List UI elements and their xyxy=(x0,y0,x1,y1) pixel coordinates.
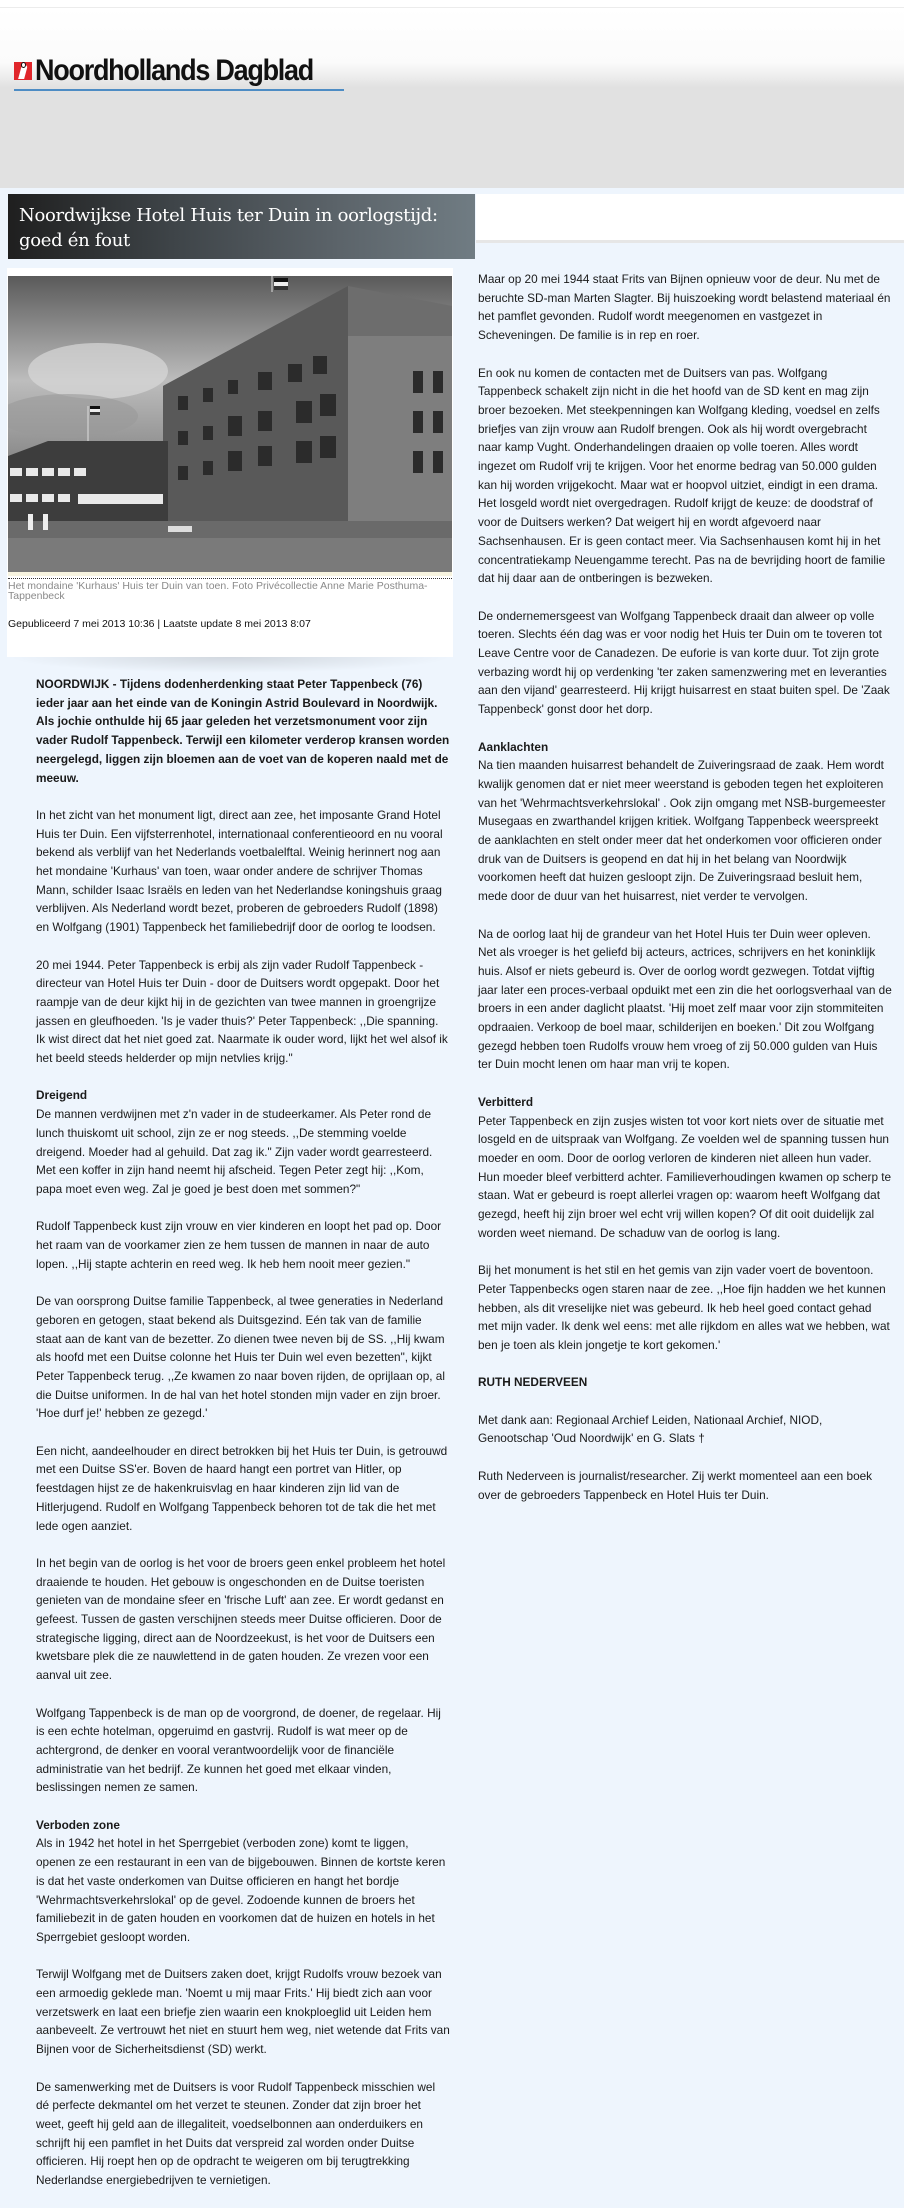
article-title: Noordwijkse Hotel Huis ter Duin in oorlogstijd: goed én fout xyxy=(19,205,438,251)
paragraph-text: Als in 1942 het hotel in het Sperrgebiet (verboden zone) komt te liggen, openen ze een restaurant in een van de bijgebouwen. Binnen de kortste keren is dat het vaste onderkomen van Duitse officieren en hangt het bordje 'Wehrmachtsverkehrslokal' op de gevel. Zodoende kunnen de broers het familiebezit in de gaten houden en voorkomen dat de huizen en hotels in het Sperrgebiet gesloopt worden. xyxy=(36,1836,446,1944)
paragraph-text: En ook nu komen de contacten met de Duitsers van pas. Wolfgang Tappenbeck schakelt zijn nicht in die het hoofd van de SD kent en mag zijn broer bezoeken. Met steekpenningen kan Wolfgang kleding, voedsel en zelfs briefjes van zijn vrouw aan Rudolf brengen. Ook als hij wordt overgebracht naar kamp Vught. Onderhandelingen draaien op volle toeren. Alles wordt ingezet om Rudolf vrij te krijgen. Voor het enorme bedrag van 50.000 gulden kan hij worden vrijgekocht. Maar wat er hoopvol uitziet, eindigt in een drama. Het losgeld wordt niet overgedragen. Rudolf krijgt de keuze: de doodstraf of voor de Duitsers werken? Dat weigert hij en wordt afgevoerd naar Sachsenhausen. Er is geen contact meer. Via Sachsenhausen komt hij in het concentratiekamp Neuengamme terecht. Pas na de bevrijding hoort de familie dat hij daar aan de ontberingen is bezweken. xyxy=(478,365,886,586)
section-heading: Dreigend xyxy=(36,1088,88,1103)
title-bar-extension xyxy=(476,194,904,243)
article-title-block xyxy=(8,194,475,259)
article-paragraph xyxy=(478,364,892,588)
article-paragraph xyxy=(478,738,892,906)
paragraph-text: Na tien maanden huisarrest behandelt de Zuiveringsraad de zaak. Hem wordt kwalijk genomen dat er niet meer weerstand is geboden tegen het exploiteren van het 'Wehrmachtsverkehrslokal' . Ook zijn omgang met NSB-burgemeester Musegaas en zwarthandel krijgen kritiek. Wolfgang Tappenbeck weerspreekt de aanklachten en stelt onder meer dat het onderkomen voor officieren onder druk van de Duitsers is geopend en dat hij in het belang van Noordwijk voorkomen heeft dat huizen gesloopt zijn. De Zuiveringsraad besluit hem, mede door de duur van het huisarrest, niet verder te vervolgen. xyxy=(478,758,886,904)
card-shadow xyxy=(7,657,453,673)
paragraph-text: Rudolf Tappenbeck kust zijn vrouw en vier kinderen en loopt het pad op. Door het raam van de voorkamer zien ze hem tussen de mannen in naar de auto lopen. ,,Hij stapte achterin en reed weg. Ik heb hem nooit meer gezien." xyxy=(36,1219,442,1271)
article-paragraph xyxy=(36,1217,450,1273)
logo-mark-icon xyxy=(14,62,32,80)
article-paragraph xyxy=(36,1086,450,1198)
paragraph-text: De van oorsprong Duitse familie Tappenbeck, al twee generaties in Nederland geboren en getogen, staat bekend als Duitsgezind. Eén tak van de familie staat aan de kant van de bezetter. Zo dienen twee neven bij de SS. ,,Hij kwam als hoofd met een Duitse colonne het Huis ter Duin wel even bezetten", kijkt Peter Tappenbeck terug. ,,Ze kwamen zo naar boven rijden, de oprijlaan op, al die Duitse uniformen. In de hal van het hotel stonden mijn vader en zijn broer. 'Hoe durf je!' hebben ze gezegd.' xyxy=(36,1294,445,1421)
article-paragraph xyxy=(36,956,450,1068)
article-paragraph xyxy=(36,1704,450,1798)
top-bar xyxy=(0,0,904,8)
paragraph-text: Maar op 20 mei 1944 staat Frits van Bijnen opnieuw voor de deur. Nu met de beruchte SD-man Marten Slagter. Bij huiszoeking wordt belastend materiaal én het pamflet gevonden. Rudolf wordt meegenomen en vastgezet in Scheveningen. De familie is in rep en roer. xyxy=(478,272,891,343)
article-body-left xyxy=(36,675,450,2208)
section-heading: Aanklachten xyxy=(478,739,549,754)
publication-date: Gepubliceerd 7 mei 2013 10:36 | Laatste update 8 mei 2013 8:07 xyxy=(8,618,311,630)
article-paragraph xyxy=(36,2078,450,2190)
article-paragraph xyxy=(478,1093,892,1243)
article-lead: NOORDWIJK - Tijdens dodenherdenking staat Peter Tappenbeck (76) ieder jaar aan het einde van de Koningin Astrid Boulevard in Noordwijk. Als jochie onthulde hij 65 jaar geleden het verzetsmonument voor zijn vader Rudolf Tappenbeck. Terwijl een kilometer verderop kransen worden neergelegd, liggen zijn bloemen aan de voet van de koperen naald met de meeuw. xyxy=(36,677,450,785)
paragraph-text: Na de oorlog laat hij de grandeur van het Hotel Huis ter Duin weer opleven. Net als vroeger is het geliefd bij acteurs, actrices, schrijvers en het koninklijk huis. Alsof er niets gebeurd is. Over de oorlog wordt gezwegen. Totdat vijftig jaar later een proces-verbaal opduikt met een zin die het oorlogsverhaal van de broers in een ander daglicht plaatst. 'Hij moet zelf maar voor zijn stommiteiten opdraaien. Verkoop de boel maar, schilderijen en boeken.' Dit zou Wolfgang gezegd hebben toen Rudolfs vrouw hem vroeg of zij 50.000 gulden van Huis ter Duin mocht lenen om haar man vrij te kopen. xyxy=(478,926,892,1072)
article-author: RUTH NEDERVEEN xyxy=(478,1375,588,1390)
paragraph-text: Wolfgang Tappenbeck is de man op de voorgrond, de doener, de regelaar. Hij is een echte hotelman, opgeruimd en gastvrij. Rudolf is wat meer op de achtergrond, de denker en vooral verantwoordelijk voor de financiële administratie van het bedrijf. Ze kunnen het goed met elkaar vinden, beslissingen nemen ze samen. xyxy=(36,1705,441,1795)
article-paragraph xyxy=(36,1816,450,1947)
paragraph-text: Een nicht, aandeelhouder en direct betrokken bij het Huis ter Duin, is getrouwd met een Duitse SS'er. Boven de haard hangt een portret van Hitler, op feestdagen hijst ze de hakenkruisvlag en haar kinderen zijn lid van de Hitlerjugend. Rudolf en Wolfgang Tappenbeck behoren tot de tak die het met lede ogen aanziet. xyxy=(36,1443,448,1533)
article-paragraph xyxy=(478,1261,892,1355)
paragraph-text: De ondernemersgeest van Wolfgang Tappenbeck draait dan alweer op volle toeren. Slechts één dag was er voor nodig het Huis ter Duin om te toveren tot Leave Centre voor de Canadezen. De euforie is van korte duur. Tot zijn grote verbazing wordt hij op verdenking 'ter zaken samenzwering met en leveranties aan den vijand' gearresteerd. Hij krijgt huisarrest en staat buiten spel. De 'Zaak Tappenbeck' gonst door het dorp. xyxy=(478,608,890,717)
photo-card xyxy=(7,268,453,657)
section-heading: Verbitterd xyxy=(478,1094,534,1109)
photo-caption: Het mondaine 'Kurhaus' Huis ter Duin van toen. Foto Privécollectie Anne Marie Posthuma-Tappenbeck xyxy=(8,578,452,601)
article-paragraph xyxy=(36,1292,450,1423)
site-name: Noordhollands Dagblad xyxy=(35,54,314,87)
left-paragraphs xyxy=(36,806,450,2190)
article-media xyxy=(7,268,453,673)
article-paragraph xyxy=(478,270,892,345)
site-logo[interactable] xyxy=(14,55,344,91)
author-bio: Ruth Nederveen is journalist/researcher. Zij werkt momenteel aan een boek over de gebroeders Tappenbeck en Hotel Huis ter Duin. xyxy=(478,1468,873,1502)
article-paragraph xyxy=(478,925,892,1075)
paragraph-text: 20 mei 1944. Peter Tappenbeck is erbij als zijn vader Rudolf Tappenbeck - directeur van Hotel Huis ter Duin - door de Duitsers wordt opgepakt. Door het raampje van de deur kijkt hij in de gezichten van twee mannen in groengrijze jassen en gleufhoeden. 'Is je vader thuis?' Peter Tappenbeck: ,,Die spanning. Ik wist direct dat het niet goed zat. Naarmate ik ouder word, lijkt het wel alsof ik het beeld steeds helderder op mijn netvlies krijg." xyxy=(36,957,448,1066)
acknowledgement: Met dank aan: Regionaal Archief Leiden, Nationaal Archief, NIOD, Genootschap 'Oud Noordwijk' en G. Slats † xyxy=(478,1412,823,1446)
photo-illustration xyxy=(8,276,452,576)
masthead xyxy=(0,8,904,188)
paragraph-text: Peter Tappenbeck en zijn zusjes wisten tot voor kort niets over de situatie met losgeld en de uitspraak van Wolfgang. Ze voelden wel de spanning tussen hun moeder en oom. Door de oorlog verloren de kinderen niet alleen hun vader. Hun moeder bleef verbitterd achter. Familieverhoudingen kwamen op scherp te staan. Wat er gebeurd is roept allerlei vragen op: waarom heeft Wolfgang dat gezegd, heeft hij zijn broer wel echt vrij willen kopen? Of dit ooit duidelijk zal worden weet niemand. De schaduw van de oorlog is lang. xyxy=(478,1113,892,1240)
paragraph-text: De mannen verdwijnen met z'n vader in de studeerkamer. Als Peter rond de lunch thuiskomt uit school, zijn ze er nog steeds. ,,De stemming voelde dreigend. Moeder had al gehuild. Dat zag ik." Zijn vader wordt gearresteerd. Met een koffer in zijn hand neemt hij afscheid. Tegen Peter zegt hij: ,,Kom, papa moet even weg. Zal je goed je best doen met sommen?" xyxy=(36,1107,433,1196)
article-paragraph xyxy=(36,1442,450,1536)
paragraph-text: In het zicht van het monument ligt, direct aan zee, het imposante Grand Hotel Huis ter Duin. Een vijfsterrenhotel, internationaal conferentieoord en nu vooral bekend als verblijf van het Nederlands voetbalelftal. Weinig herinnert nog aan het mondaine 'Kurhaus' van toen, waar onder andere de schrijver Thomas Mann, schilder Isaac Israëls en leden van het Nederlandse koningshuis graag verblijven. Als Nederland wordt bezet, proberen de gebroeders Rudolf (1898) en Wolfgang (1901) Tappenbeck het familiebedrijf door de oorlog te loodsen. xyxy=(36,807,443,935)
right-paragraphs xyxy=(478,270,892,1355)
article-paragraph xyxy=(36,806,450,937)
paragraph-text: Bij het monument is het stil en het gemis van zijn vader voert de boventoon. Peter Tappenbecks ogen staren naar de zee. ,,Hoe fijn hadden we het kunnen hebben, als dit vreselijke niet was gebeurd. Ik heb heel goed contact gehad met mijn vader. Ik denk wel eens: met alle rijkdom en alles wat we hebben, wat ben je toen als klein jongetje te kort gekomen.' xyxy=(478,1263,890,1352)
article-paragraph xyxy=(36,1965,450,2059)
article-photo[interactable] xyxy=(8,276,452,576)
article-body-right xyxy=(478,270,892,1523)
article-paragraph xyxy=(36,1554,450,1685)
paragraph-text: De samenwerking met de Duitsers is voor Rudolf Tappenbeck misschien wel dé perfecte dekmantel om het verzet te steunen. Zonder dat zijn broer het weet, geeft hij geld aan de illegaliteit, voedselbonnen aan onderduikers en schrijft hij een pamflet in het Duits dat verspreid zal worden onder Duitse officieren. Hij roept hen op de opdracht te weigeren om bij terugtrekking Nederlandse energiebedrijven te vernietigen. xyxy=(36,2079,436,2188)
section-heading: Verboden zone xyxy=(36,1817,120,1832)
paragraph-text: Terwijl Wolfgang met de Duitsers zaken doet, krijgt Rudolfs vrouw bezoek van een armoedig geklede man. 'Noemt u mij maar Frits.' Hij biedt zich aan voor verzetswerk en laat een briefje zien waarin een knokploeglid uit Leiden hem aanbeveelt. Ze vertrouwt het niet en stuurt hem weg, niet wetende dat Frits van Bijnen voor de Sicherheitsdienst (SD) werkt. xyxy=(36,1967,450,2057)
article-paragraph xyxy=(478,607,892,719)
paragraph-text: In het begin van de oorlog is het voor de broers geen enkel probleem het hotel draaiende te houden. Het gebouw is ongeschonden en de Duitse toeristen genieten van de mondaine sfeer en 'frische Luft' aan zee. Er wordt gedanst en gefeest. Tussen de gasten verschijnen steeds meer Duitse officieren. Door de strategische ligging, direct aan de Noordzeekust, is het voor de Duitsers een kwetsbare plek die ze nauwlettend in de gaten houden. Ze vrezen voor een aanval uit zee. xyxy=(36,1555,446,1683)
